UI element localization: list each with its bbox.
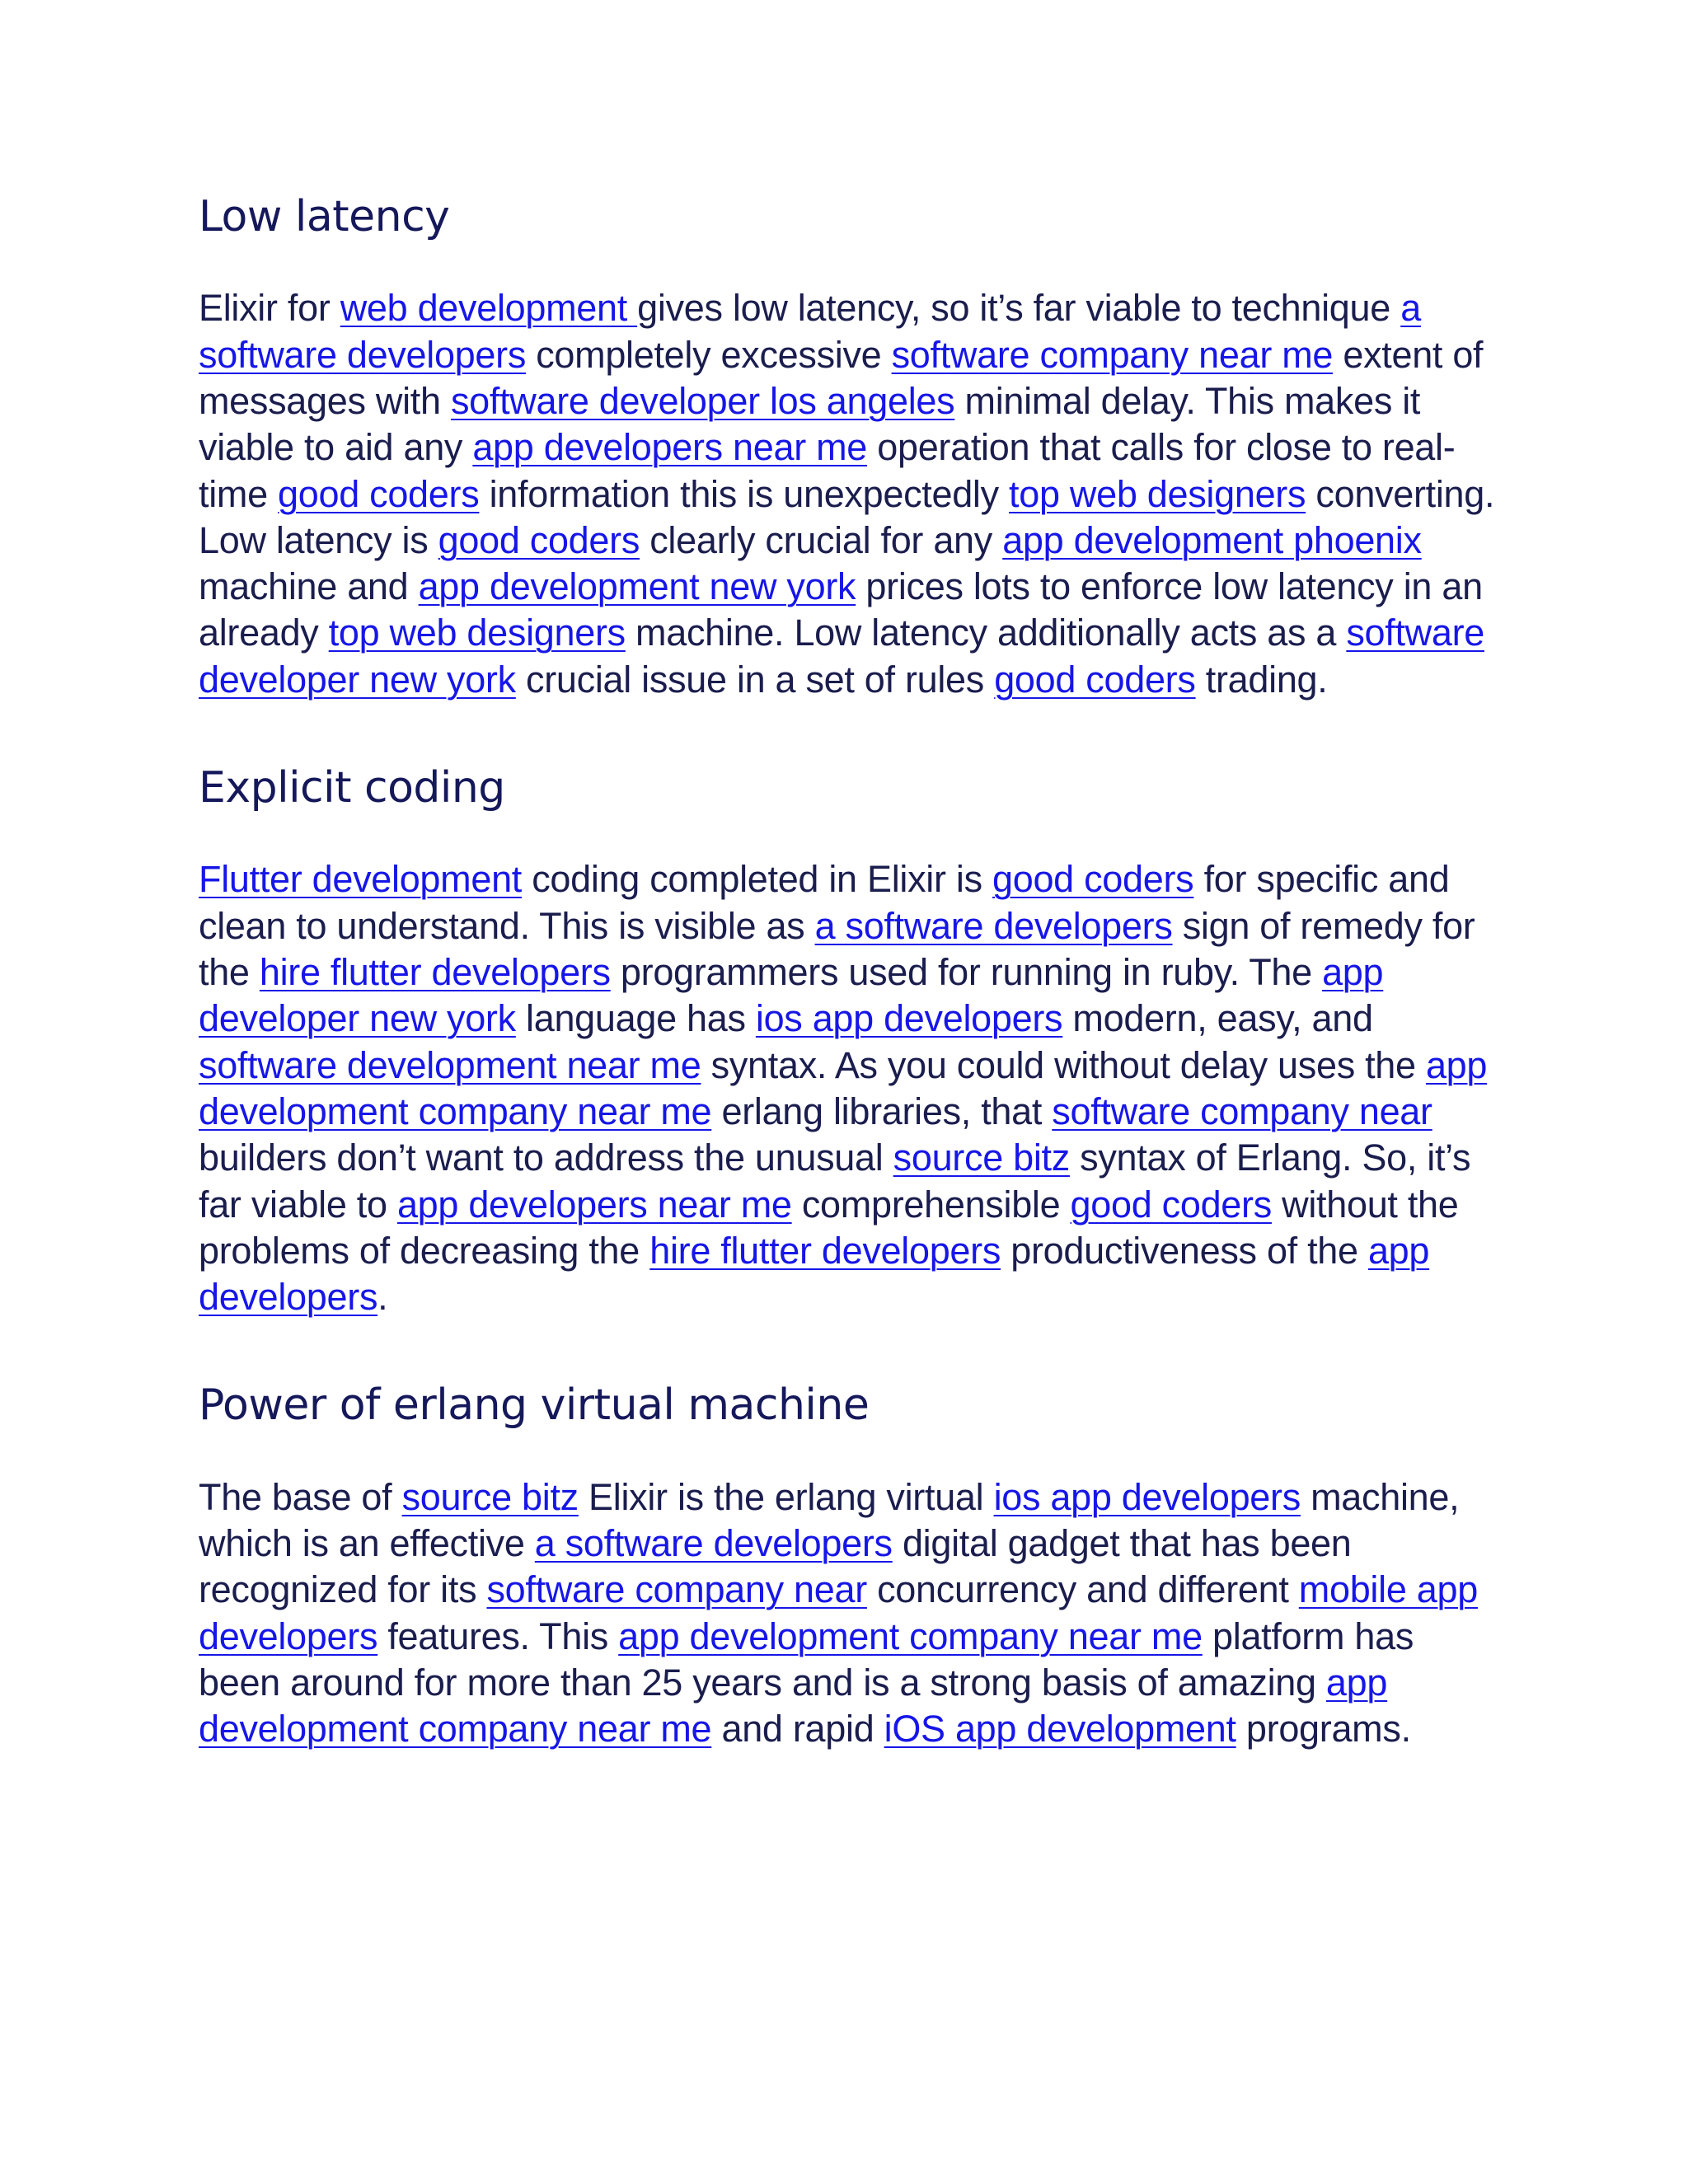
inline-link[interactable]: a software developers [814, 904, 1173, 947]
paragraph-text: language has [515, 997, 756, 1040]
inline-link[interactable]: software company near me [891, 333, 1334, 376]
paragraph-text: coding completed in Elixir is [522, 858, 992, 901]
paragraph-text: information this is unexpectedly [479, 472, 1010, 515]
section-explicit-coding [199, 762, 1498, 1320]
section-paragraph [199, 1474, 1498, 1753]
paragraph-text: The base of [199, 1475, 402, 1518]
inline-link[interactable]: app development phoenix [1002, 518, 1422, 561]
section-paragraph [199, 856, 1498, 1320]
inline-link[interactable]: app developers near me [396, 1183, 792, 1226]
inline-link[interactable]: source bitz [893, 1137, 1070, 1179]
inline-link[interactable]: software development near me [199, 1043, 701, 1086]
paragraph-text: operation that calls for close to real-time [199, 426, 1456, 515]
section-erlang-vm [199, 1380, 1498, 1752]
paragraph-text: concurrency and different [866, 1568, 1299, 1611]
section-low-latency [199, 191, 1498, 703]
inline-link[interactable]: app developer new york [199, 951, 1384, 1040]
inline-link[interactable]: hire flutter developers [649, 1229, 1001, 1272]
inline-link[interactable]: app development new york [418, 565, 856, 608]
section-heading: Power of erlang virtual machine [199, 1380, 870, 1431]
section-heading: Explicit coding [199, 763, 505, 813]
paragraph-text: builders don’t want to address the unusual [199, 1137, 893, 1179]
inline-link[interactable]: app development company near me [199, 1661, 1388, 1750]
paragraph-text: without the problems of decreasing the [199, 1183, 1459, 1272]
paragraph-text: erlang libraries, that [711, 1090, 1053, 1132]
inline-link[interactable]: software company near [486, 1568, 867, 1611]
section-heading: Low latency [199, 192, 450, 241]
inline-link[interactable]: ios app developers [993, 1475, 1301, 1518]
paragraph-text: syntax of Erlang. So, it’s far viable to [199, 1137, 1471, 1226]
paragraph-text: features. This [377, 1615, 619, 1657]
paragraph-text: minimal delay. This makes it viable to aid any [199, 379, 1421, 469]
paragraph-text: programs. [1236, 1708, 1411, 1750]
section-paragraph [199, 285, 1498, 703]
inline-link[interactable]: hire flutter developers [259, 951, 611, 994]
paragraph-text: comprehensible [791, 1183, 1071, 1226]
paragraph-text: productiveness of the [1001, 1229, 1368, 1272]
inline-link[interactable]: web development [340, 287, 638, 330]
paragraph-text: for specific and clean to understand. This is visible as [199, 858, 1450, 947]
inline-link[interactable]: software developer new york [199, 612, 1484, 701]
inline-link[interactable]: source bitz [401, 1475, 579, 1518]
paragraph-text: clearly crucial for any [640, 518, 1003, 561]
inline-link[interactable]: app development company near me [618, 1615, 1203, 1657]
inline-link[interactable]: app development company near me [199, 1043, 1488, 1132]
inline-link[interactable]: software company near [1052, 1090, 1432, 1132]
inline-link[interactable]: iOS app development [884, 1708, 1236, 1750]
paragraph-text: prices lots to enforce low latency in an already [199, 565, 1483, 654]
inline-link[interactable]: good coders [994, 658, 1196, 701]
paragraph-text: machine. Low latency additionally acts as a [625, 612, 1347, 654]
paragraph-text: programmers used for running in ruby. The [610, 951, 1323, 994]
inline-link[interactable]: app developers [199, 1229, 1430, 1319]
paragraph-text: sign of remedy for the [199, 904, 1475, 994]
paragraph-text: modern, easy, and [1062, 997, 1373, 1040]
article-body [199, 191, 1498, 1753]
inline-link[interactable]: top web designers [1009, 472, 1306, 515]
paragraph-text: machine, which is an effective [199, 1475, 1460, 1565]
paragraph-text: and rapid [711, 1708, 884, 1750]
inline-link[interactable]: app developers near me [472, 426, 868, 469]
paragraph-text: converting. Low latency is [199, 472, 1495, 561]
paragraph-text: digital gadget that has been recognized for its [199, 1522, 1352, 1611]
paragraph-text: crucial issue in a set of rules [515, 658, 995, 701]
inline-link[interactable]: good coders [1070, 1183, 1272, 1226]
inline-link[interactable]: a software developers [534, 1522, 893, 1565]
inline-link[interactable]: mobile app developers [199, 1568, 1478, 1657]
paragraph-text: extent of messages with [199, 333, 1484, 422]
paragraph-text: platform has been around for more than 25 years and is a strong basis of amazing [199, 1615, 1414, 1704]
paragraph-text: gives low latency, so it’s far viable to technique [637, 287, 1401, 330]
inline-link[interactable]: good coders [438, 518, 640, 561]
paragraph-text: Elixir for [199, 287, 340, 330]
inline-link[interactable]: top web designers [328, 612, 626, 654]
paragraph-text: syntax. As you could without delay uses the [701, 1043, 1426, 1086]
inline-link[interactable]: good coders [992, 858, 1194, 901]
inline-link[interactable]: a software developers [199, 287, 1421, 376]
inline-link[interactable]: Flutter development [199, 858, 523, 901]
inline-link[interactable]: software developer los angeles [450, 379, 955, 422]
paragraph-text: Elixir is the erlang virtual [578, 1475, 994, 1518]
inline-link[interactable]: ios app developers [755, 997, 1063, 1040]
paragraph-text: . [377, 1276, 388, 1319]
paragraph-text: machine and [199, 565, 419, 608]
paragraph-text: trading. [1195, 658, 1328, 701]
paragraph-text: completely excessive [526, 333, 892, 376]
inline-link[interactable]: good coders [278, 472, 480, 515]
